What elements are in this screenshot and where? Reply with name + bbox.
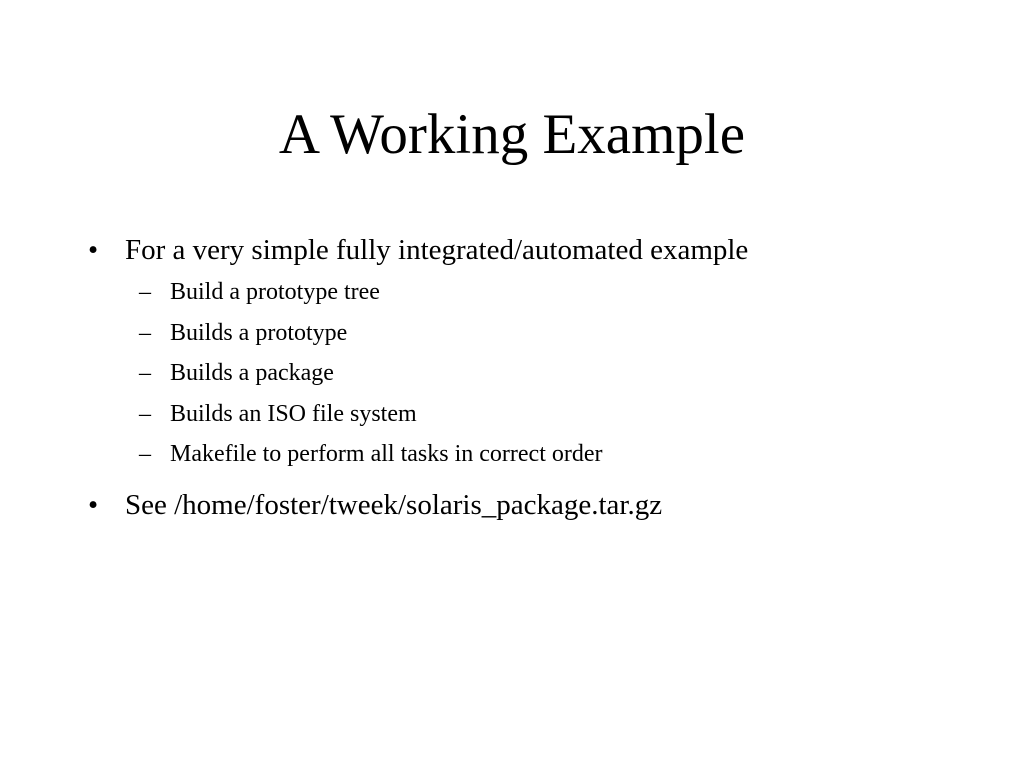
sub-bullet-text: Makefile to perform all tasks in correct order [170,441,603,468]
sub-bullet-item [136,394,984,435]
sub-bullet-text: Builds a package [170,360,334,387]
bullet-dot-icon: • [88,488,99,521]
bullet-text: For a very simple fully integrated/automated example [125,234,749,266]
sub-bullet-item [136,313,984,354]
sub-bullet-text: Build a prototype tree [170,279,380,305]
dash-icon: – [139,360,151,387]
sub-bullet-text: Builds an ISO file system [170,400,417,427]
bullet-item [84,483,984,527]
slide-title: A Working Example [278,103,746,166]
sub-bullet-item [136,272,984,313]
bullet-item [84,228,984,475]
sub-bullet-item [136,353,984,394]
bullet-line [84,483,984,527]
bullet-line [84,228,984,272]
bullet-dot-icon: • [88,234,99,266]
dash-icon: – [139,441,151,468]
dash-icon: – [139,279,151,305]
dash-icon: – [139,400,151,427]
sub-bullet-list [136,272,984,475]
dash-icon: – [139,319,151,346]
bullet-text: See /home/foster/tweek/solaris_package.tar.gz [125,488,663,521]
sub-bullet-text: Builds a prototype [170,319,348,346]
bullet-list [84,228,984,527]
sub-bullet-item [136,434,984,475]
